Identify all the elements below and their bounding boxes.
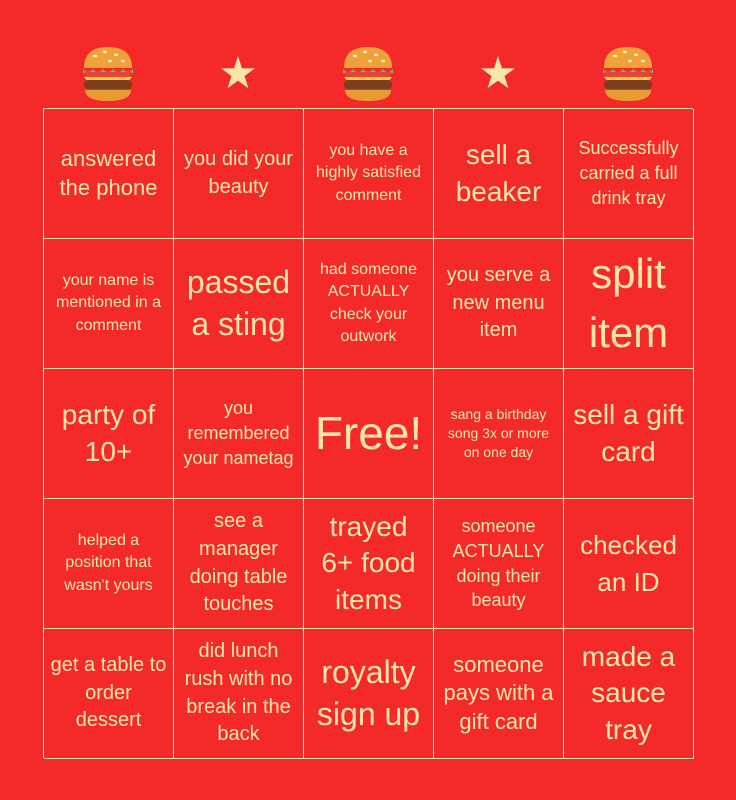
bingo-cell[interactable] [304, 629, 434, 759]
cell-label: checked an ID [580, 530, 677, 597]
cell-label: you serve a new menu item [446, 264, 551, 342]
header-col-5 [563, 40, 693, 108]
header-col-1 [43, 40, 173, 108]
bingo-cell[interactable] [564, 109, 694, 239]
bingo-cell[interactable] [304, 109, 434, 239]
cell-label: made a sauce tray [581, 640, 676, 745]
cell-label: see a manager doing table touches [189, 510, 288, 616]
bingo-cell[interactable] [174, 109, 304, 239]
bingo-cell[interactable] [174, 499, 304, 629]
burger-icon [340, 44, 396, 104]
bingo-cell[interactable] [564, 499, 694, 629]
cell-label: sell a gift card [573, 399, 684, 467]
bingo-cell[interactable] [174, 239, 304, 369]
cell-label: trayed 6+ food items [321, 510, 416, 615]
star-icon: ★ [218, 49, 258, 98]
bingo-cell[interactable] [44, 499, 174, 629]
cell-label: party of 10+ [61, 399, 156, 467]
header-row [43, 40, 693, 108]
header-col-4 [433, 40, 563, 108]
cell-label: someone pays with a gift card [443, 651, 554, 734]
bingo-cell[interactable] [304, 239, 434, 369]
cell-label: answered the phone [59, 145, 158, 200]
cell-label: helped a position that wasn't yours [64, 532, 153, 594]
bingo-cell[interactable] [564, 369, 694, 499]
bingo-cell[interactable] [564, 239, 694, 369]
bingo-cell[interactable] [434, 239, 564, 369]
burger-icon [600, 44, 656, 104]
cell-label: Successfully carried a full drink tray [578, 138, 679, 208]
cell-label: royalty sign up [316, 653, 421, 732]
cell-label: you did your beauty [184, 147, 293, 198]
cell-label: Free! [314, 406, 423, 459]
cell-label: passed a sting [186, 263, 291, 342]
cell-label: get a table to order dessert [50, 654, 167, 732]
bingo-cell[interactable] [564, 629, 694, 759]
bingo-cell[interactable] [434, 109, 564, 239]
cell-label: had someone ACTUALLY check your outwork [320, 261, 417, 345]
cell-label: sell a beaker [455, 139, 542, 207]
bingo-cell[interactable] [44, 239, 174, 369]
cell-label: you have a highly satisfied comment [316, 142, 421, 204]
bingo-grid [43, 108, 693, 758]
bingo-cell[interactable] [174, 369, 304, 499]
bingo-cell[interactable] [44, 629, 174, 759]
cell-label: did lunch rush with no break in the back [184, 640, 293, 746]
cell-label: you remembered your nametag [183, 398, 294, 468]
header-col-3 [303, 40, 433, 108]
cell-label: split item [588, 249, 669, 356]
star-icon: ★ [478, 49, 518, 98]
bingo-cell[interactable] [174, 629, 304, 759]
bingo-cell[interactable] [434, 499, 564, 629]
header-col-2 [173, 40, 303, 108]
bingo-cell[interactable] [434, 629, 564, 759]
free-space[interactable] [304, 369, 434, 499]
burger-icon [80, 44, 136, 104]
cell-label: your name is mentioned in a comment [56, 272, 161, 334]
bingo-cell[interactable] [434, 369, 564, 499]
cell-label: sang a birthday song 3x or more on one day [447, 406, 550, 460]
cell-label: someone ACTUALLY doing their beauty [452, 515, 545, 611]
bingo-cell[interactable] [44, 109, 174, 239]
bingo-cell[interactable] [44, 369, 174, 499]
bingo-cell[interactable] [304, 499, 434, 629]
